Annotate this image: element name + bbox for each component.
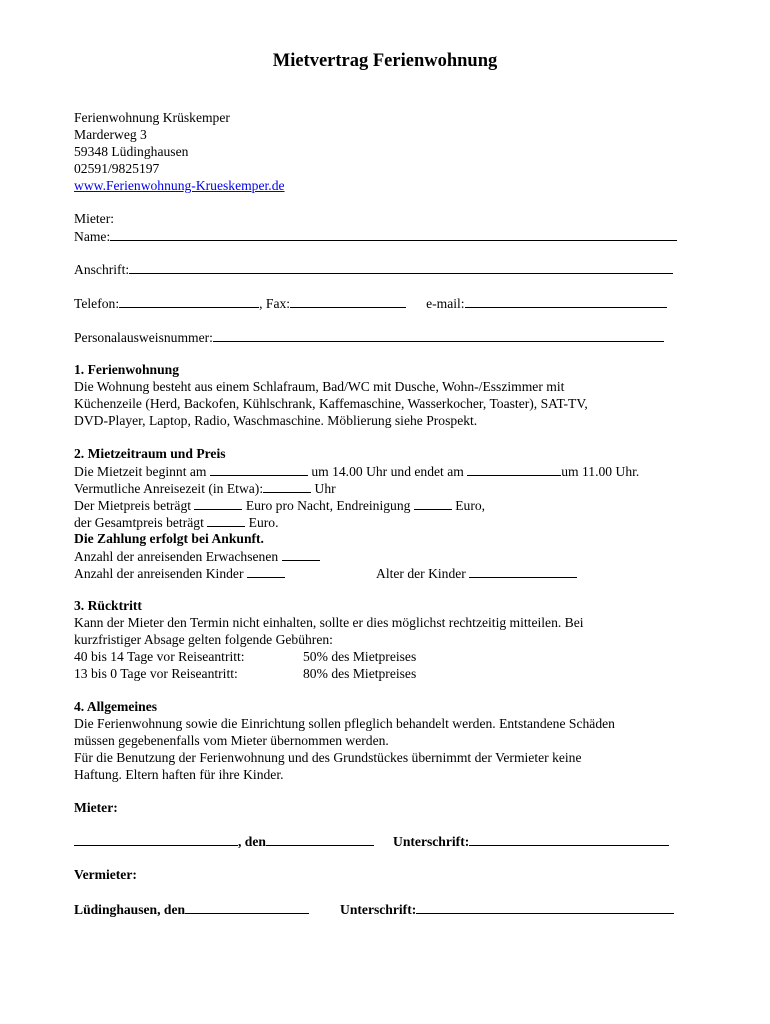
tenant-heading: Mieter:	[74, 211, 115, 226]
rental-period-row	[74, 462, 639, 480]
tenant-id-row	[74, 328, 664, 346]
landlord-phone: 02591/9825197	[74, 161, 160, 176]
place-date-label: Lüdinghausen, den	[74, 902, 186, 917]
price-per-night-field[interactable]	[194, 496, 242, 510]
address-field[interactable]	[129, 260, 673, 274]
section1-text: DVD-Player, Laptop, Radio, Waschmaschine. Möblierung siehe Prospekt.	[74, 413, 478, 428]
section3-text: Kann der Mieter den Termin nicht einhalten, sollte er dies möglichst rechtzeitig mitteilen. Bei	[74, 615, 584, 630]
section4-text: Für die Benutzung der Ferienwohnung und des Grundstückes übernimmt der Vermieter keine	[74, 750, 582, 765]
payment-note: Die Zahlung erfolgt bei Ankunft.	[74, 531, 264, 546]
id-label: Personalausweisnummer:	[74, 330, 213, 345]
tenant-place-field[interactable]	[74, 832, 238, 846]
phone-field[interactable]	[119, 294, 259, 308]
end-time-label: um 11.00 Uhr.	[561, 464, 640, 479]
end-label: um 14.00 Uhr und endet am	[311, 464, 464, 479]
section3-heading: 3. Rücktritt	[74, 598, 142, 613]
email-label: e-mail:	[426, 296, 465, 311]
children-age-label: Alter der Kinder	[376, 566, 466, 581]
section2-heading: 2. Mietzeitraum und Preis	[74, 446, 226, 461]
children-field[interactable]	[247, 564, 285, 578]
name-field[interactable]	[110, 227, 677, 241]
arrival-label: Vermutliche Anreisezeit (in Etwa):	[74, 481, 264, 496]
children-age-row	[376, 564, 577, 582]
section3-text: kurzfristiger Absage gelten folgende Gebühren:	[74, 632, 333, 647]
tenant-address-row	[74, 260, 673, 278]
section4-heading: 4. Allgemeines	[74, 699, 158, 714]
fee-value: 50% des Mietpreises	[303, 649, 417, 664]
fax-label: , Fax:	[259, 296, 291, 311]
tenant-date-field[interactable]	[266, 832, 374, 846]
signature-label: Unterschrift:	[340, 902, 417, 917]
landlord-sign-heading: Vermieter:	[74, 867, 137, 882]
id-field[interactable]	[213, 328, 664, 342]
address-label: Anschrift:	[74, 262, 130, 277]
landlord-city: 59348 Lüdinghausen	[74, 144, 189, 159]
total-price-field[interactable]	[207, 513, 245, 527]
end-date-field[interactable]	[467, 462, 561, 476]
total-label: der Gesamtpreis beträgt	[74, 515, 204, 530]
section4-text: Haftung. Eltern haften für ihre Kinder.	[74, 767, 284, 782]
adults-field[interactable]	[282, 547, 320, 561]
den-label: , den	[238, 834, 266, 849]
start-date-field[interactable]	[210, 462, 308, 476]
landlord-date-field[interactable]	[185, 900, 309, 914]
section4-text: Die Ferienwohnung sowie die Einrichtung sollen pfleglich behandelt werden. Entstandene Schäden	[74, 716, 615, 731]
tenant-signature-row	[74, 832, 374, 850]
arrival-time-field[interactable]	[263, 479, 311, 493]
phone-label: Telefon:	[74, 296, 120, 311]
landlord-signature	[340, 900, 674, 918]
price-label: Der Mietpreis beträgt	[74, 498, 192, 513]
adults-row	[74, 547, 320, 565]
price-row	[74, 496, 485, 514]
landlord-name: Ferienwohnung Krüskemper	[74, 110, 230, 125]
fax-field[interactable]	[290, 294, 406, 308]
signature-label: Unterschrift:	[393, 834, 470, 849]
fee-period: 40 bis 14 Tage vor Reiseantritt:	[74, 649, 245, 664]
name-label: Name:	[74, 229, 111, 244]
cleaning-unit: Euro,	[455, 498, 486, 513]
section4-text: müssen gegebenenfalls vom Mieter übernommen werden.	[74, 733, 389, 748]
section1-text: Küchenzeile (Herd, Backofen, Kühlschrank, Kaffemaschine, Wasserkocher, Toaster), SAT-TV,	[74, 396, 588, 411]
adults-label: Anzahl der anreisenden Erwachsenen	[74, 549, 279, 564]
landlord-street: Marderweg 3	[74, 127, 147, 142]
section1-text: Die Wohnung besteht aus einem Schlafraum, Bad/WC mit Dusche, Wohn-/Esszimmer mit	[74, 379, 565, 394]
section1-heading: 1. Ferienwohnung	[74, 362, 179, 377]
landlord-signature-row	[74, 900, 309, 918]
email-field[interactable]	[465, 294, 667, 308]
arrival-unit: Uhr	[314, 481, 336, 496]
total-unit: Euro.	[248, 515, 279, 530]
landlord-signature-field[interactable]	[416, 900, 674, 914]
children-age-field[interactable]	[469, 564, 577, 578]
tenant-name-row	[74, 227, 677, 245]
fee-period: 13 bis 0 Tage vor Reiseantritt:	[74, 666, 238, 681]
cleaning-label: Euro pro Nacht, Endreinigung	[245, 498, 411, 513]
tenant-signature	[393, 832, 669, 850]
children-label: Anzahl der anreisenden Kinder	[74, 566, 244, 581]
cleaning-fee-field[interactable]	[414, 496, 452, 510]
begin-label: Die Mietzeit beginnt am	[74, 464, 207, 479]
arrival-row	[74, 479, 336, 497]
children-row	[74, 564, 285, 582]
page-title: Mietvertrag Ferienwohnung	[272, 51, 498, 71]
tenant-signature-field[interactable]	[469, 832, 669, 846]
website-link[interactable]: www.Ferienwohnung-Krueskemper.de	[74, 178, 285, 193]
tenant-contact-row	[74, 294, 667, 312]
total-row	[74, 513, 279, 531]
fee-value: 80% des Mietpreises	[303, 666, 417, 681]
tenant-sign-heading: Mieter:	[74, 800, 118, 815]
